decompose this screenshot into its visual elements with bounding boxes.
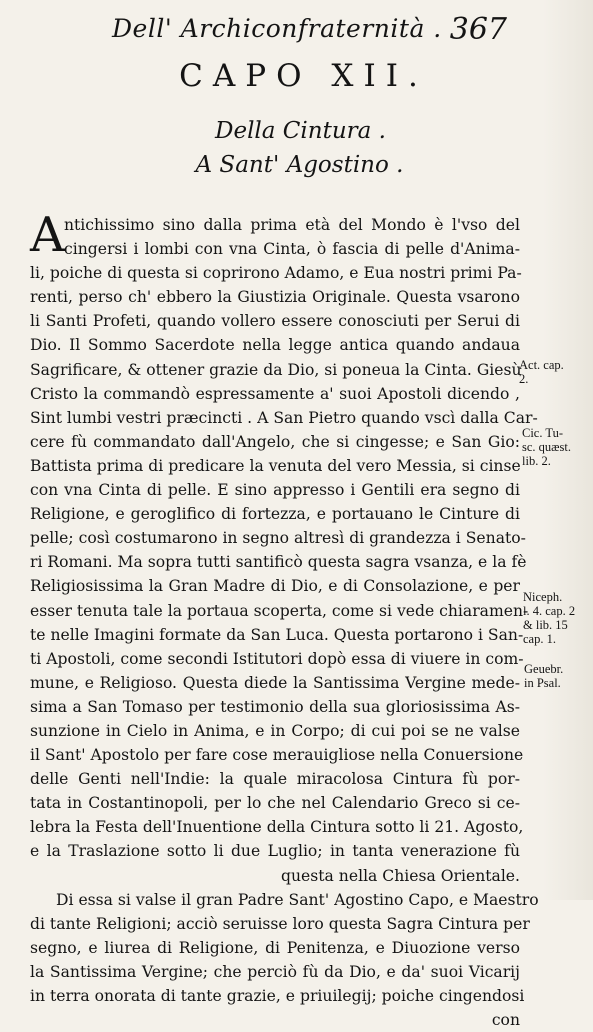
margin-note: Geuebr. in Psal. [524, 662, 564, 690]
text-line: in terra onorata di tante grazie, e priuilegij; poiche cingendosi [30, 987, 525, 1005]
text-line: lebra la Festa dell'Inuentione della Cintura sotto li 21. Agosto, [30, 818, 524, 837]
text-line: pelle; così costumarono in segno altresì di grandezza i Senato- [30, 529, 526, 548]
chapter-dedication: A Sant' Agostino . [195, 152, 404, 178]
text-line: te nelle Imagini formate da San Luca. Questa portarono i San- [30, 625, 524, 644]
text-line: cingersi i lombi con vna Cinta, ò fascia di pelle d'Anima- [64, 240, 520, 259]
text-line: mune, e Religioso. Questa diede la Santissima Vergine mede- [30, 673, 520, 692]
text-line: Sint lumbi vestri præcincti . A San Pietro quando vscì dalla Car- [30, 408, 538, 427]
running-head-title: Dell' Archiconfraternità . [112, 14, 442, 43]
text-line: cere fù commandato dall'Angelo, che si cingesse; e San Gio: [30, 432, 520, 451]
text-line: la Santissima Vergine; che perciò fù da Dio, e da' suoi Vicarij [30, 962, 520, 981]
body-text [30, 207, 539, 1032]
text-line: con vna Cinta di pelle. E sino appresso i Gentili era segno di [30, 481, 520, 500]
chapter-subtitle: Della Cintura . [215, 118, 386, 144]
text-line: Sagrificare, & ottener grazie da Dio, si poneua la Cinta. Giesù [30, 360, 522, 379]
text-line: li, poiche di questa si coprirono Adamo, e Eua nostri primi Pa- [30, 264, 522, 283]
text-line: li Santi Profeti, quando vollero essere conosciuti per Serui di [30, 312, 520, 331]
text-line: delle Genti nell'Indie: la quale miracolosa Cintura fù por- [30, 770, 520, 789]
page-number: 367 [449, 12, 507, 47]
text-line: Di essa si valse il gran Padre Sant' Agostino Capo, e Maestro [56, 890, 539, 909]
text-line: segno, e liurea di Religione, di Penitenza, e Diuozione verso [30, 938, 520, 957]
catchword: con [491, 1011, 520, 1030]
text-line: Dio. Il Sommo Sacerdote nella legge antica quando andaua [30, 336, 520, 355]
text-line: ntichissimo sino dalla prima età del Mondo è l'vso del [64, 216, 520, 234]
running-head [112, 12, 507, 48]
text-line: Religione, e geroglifico di fortezza, e portauano le Cinture di [30, 505, 520, 524]
text-line: questa nella Chiesa Orientale. [281, 866, 520, 885]
drop-cap: A [30, 207, 65, 263]
margin-note: Niceph. l. 4. cap. 2 & lib. 15 cap. 1. [523, 590, 576, 646]
text-line: ri Romani. Ma sopra tutti santificò questa sagra vsanza, e la fè [30, 553, 527, 572]
text-line: Religiosissima la Gran Madre di Dio, e di Consolazione, e per [30, 577, 520, 596]
text-line: sima a San Tomaso per testimonio della sua gloriosissima As- [30, 697, 520, 716]
margin-note: Cic. Tu- sc. quæst. lib. 2. [522, 426, 571, 468]
text-line: tata in Costantinopoli, per lo che nel Calendario Greco si ce- [30, 794, 520, 813]
text-line: ti Apostoli, come secondi Istitutori dopò essa di viuere in com- [30, 649, 524, 668]
text-line: renti, perso ch' ebbero la Giustizia Originale. Questa vsarono [30, 288, 520, 307]
text-line: sunzione in Cielo in Anima, e in Corpo; di cui poi se ne valse [30, 721, 520, 740]
margin-note: Act. cap. 2. [519, 358, 564, 386]
chapter-heading: CAPO XII. [179, 58, 428, 94]
text-line: esser tenuta tale la portaua scoperta, come si vede chiaramen- [30, 601, 529, 620]
text-line: di tante Religioni; acciò seruisse loro questa Sagra Cintura per [30, 914, 530, 933]
text-line: Battista prima di predicare la venuta del vero Messia, si cinse [30, 456, 521, 475]
text-line: il Sant' Apostolo per fare cose merauigliose nella Conuersione [30, 746, 524, 765]
text-line: e la Traslazione sotto li due Luglio; in tanta venerazione fù [30, 842, 520, 861]
text-line: Cristo la commandò espressamente a' suoi Apostoli dicendo , [30, 384, 520, 403]
